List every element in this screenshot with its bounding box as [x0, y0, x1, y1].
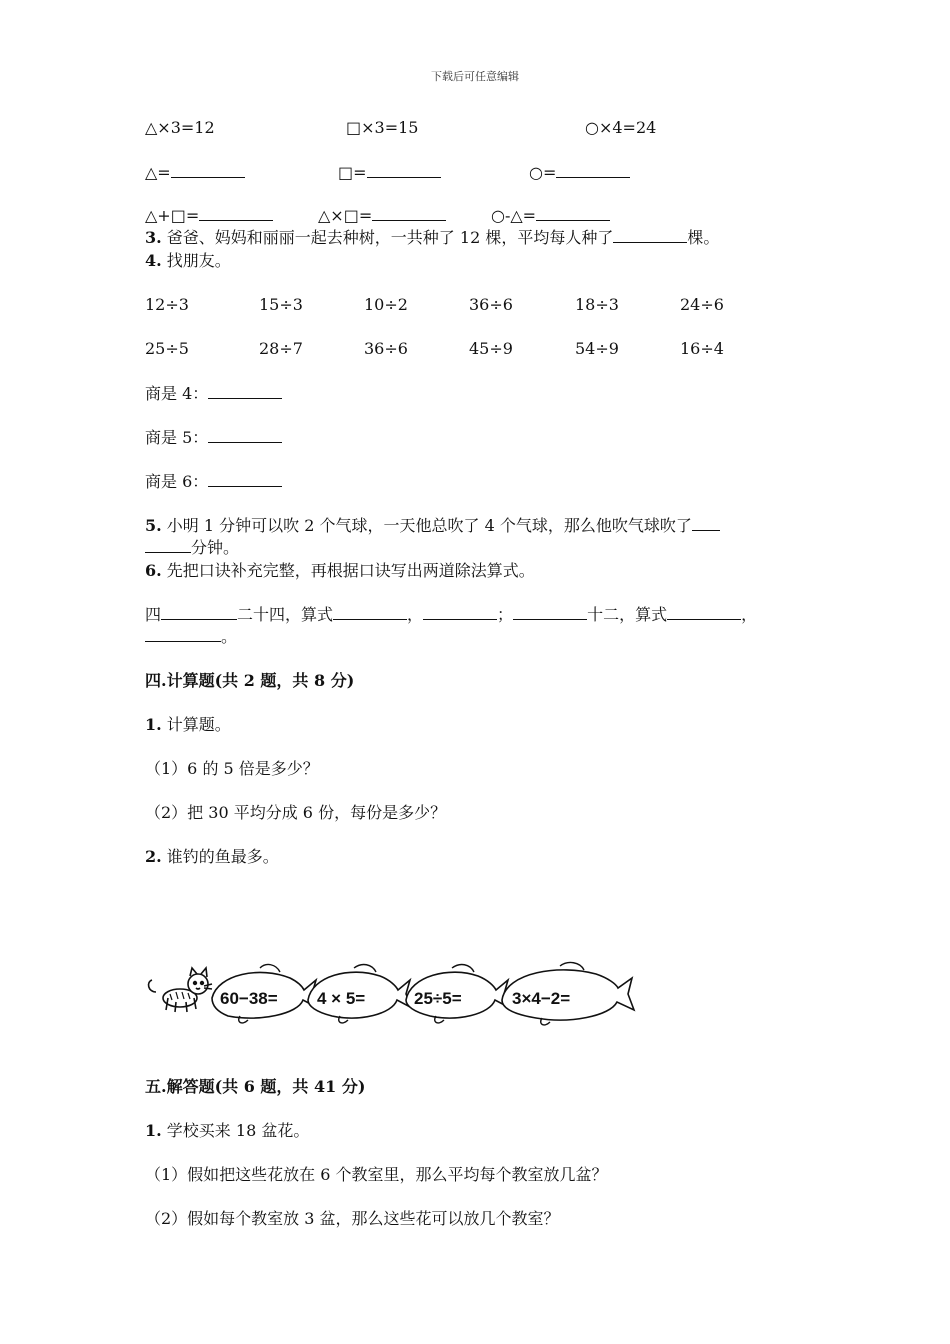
answer-blank[interactable] [333, 605, 407, 620]
question-3 [145, 228, 719, 248]
answer-triangle [145, 163, 245, 183]
division-r2-c5: 54÷9 [575, 339, 619, 358]
semicolon: ； [497, 605, 514, 624]
fish-4-equation: 3×4−2= [512, 989, 571, 1008]
combo-product-label: △×□= [318, 206, 373, 225]
mnemonic-ershisi: 二十四，算式 [237, 605, 334, 624]
quotient-4-line [145, 384, 282, 404]
answer-blank[interactable] [513, 605, 587, 620]
question-6-fill-line-2 [145, 627, 237, 647]
answer-blank[interactable] [536, 206, 610, 221]
equation-circle: ○×4=24 [585, 118, 657, 137]
quotient-6-label: 商是 6： [145, 472, 209, 491]
division-r1-c2: 15÷3 [259, 295, 303, 314]
fish-2-equation: 4 × 5= [317, 989, 366, 1008]
mnemonic-si: 四 [145, 605, 162, 624]
cat-icon [149, 968, 212, 1012]
section-5-title: 五.解答题(共 6 题，共 41 分) [145, 1077, 366, 1096]
division-r1-c6: 24÷6 [680, 295, 724, 314]
question-number: 1. [145, 1121, 162, 1140]
division-r2-c3: 36÷6 [364, 339, 408, 358]
quotient-6-line [145, 472, 282, 492]
answer-triangle-label: △= [145, 163, 171, 182]
fish-3-equation: 25÷5= [414, 989, 462, 1008]
division-r2-c2: 28÷7 [259, 339, 303, 358]
answer-blank[interactable] [208, 384, 282, 399]
fish-3 [406, 965, 510, 1023]
question-5-text: 小明 1 分钟可以吹 2 个气球，一天他总吹了 4 个气球，那么他吹气球吹了 [166, 516, 692, 535]
answer-circle-label: ○= [529, 163, 557, 182]
page-header: 下载后可任意编辑 [431, 70, 519, 83]
question-4-title: 找朋友。 [166, 251, 231, 270]
question-number: 6. [145, 561, 162, 580]
section-5-question-1 [145, 1121, 309, 1141]
answer-blank[interactable] [208, 472, 282, 487]
division-r1-c3: 10÷2 [364, 295, 408, 314]
question-number: 2. [145, 847, 162, 866]
answer-blank[interactable] [613, 228, 687, 243]
combo-product [318, 206, 446, 226]
section-4-title: 四.计算题(共 2 题，共 8 分) [145, 671, 355, 690]
comma: ， [741, 605, 758, 624]
equation-square: □×3=15 [346, 118, 419, 137]
equation-triangle: △×3=12 [145, 118, 215, 137]
question-number: 4. [145, 251, 162, 270]
fishing-illustration [140, 958, 640, 1030]
question-number: 3. [145, 228, 162, 247]
question-6-title: 先把口诀补充完整，再根据口诀写出两道除法算式。 [166, 561, 535, 580]
answer-blank[interactable] [556, 163, 630, 178]
fish-4 [502, 963, 634, 1025]
answer-blank[interactable] [171, 163, 245, 178]
section-4-question-1b: （2）把 30 平均分成 6 份，每份是多少？ [145, 803, 447, 822]
fish-2 [308, 965, 412, 1023]
answer-blank[interactable] [208, 428, 282, 443]
answer-blank[interactable] [692, 516, 720, 531]
quotient-5-line [145, 428, 282, 448]
answer-blank[interactable] [145, 627, 221, 642]
division-r2-c4: 45÷9 [469, 339, 513, 358]
section-4-question-1-title: 计算题。 [166, 715, 231, 734]
section-5-question-1a: （1）假如把这些花放在 6 个教室里，那么平均每个教室放几盆？ [145, 1165, 608, 1184]
section-4-question-2-title: 谁钓的鱼最多。 [166, 847, 279, 866]
division-r1-c4: 36÷6 [469, 295, 513, 314]
quotient-5-label: 商是 5： [145, 428, 209, 447]
division-r2-c1: 25÷5 [145, 339, 189, 358]
answer-blank[interactable] [667, 605, 741, 620]
section-4-question-2 [145, 847, 279, 867]
answer-blank[interactable] [145, 538, 191, 553]
answer-blank[interactable] [372, 206, 446, 221]
combo-sum [145, 206, 273, 226]
question-number: 5. [145, 516, 162, 535]
answer-blank[interactable] [199, 206, 273, 221]
answer-blank[interactable] [367, 163, 441, 178]
answer-blank[interactable] [423, 605, 497, 620]
combo-difference [491, 206, 610, 226]
combo-difference-label: ○-△= [491, 206, 537, 225]
question-5 [145, 516, 720, 536]
division-r2-c6: 16÷4 [680, 339, 724, 358]
question-3-text: 爸爸、妈妈和丽丽一起去种树，一共种了 12 棵，平均每人种了 [166, 228, 614, 247]
question-6 [145, 561, 535, 581]
answer-square [338, 163, 441, 183]
answer-blank[interactable] [161, 605, 237, 620]
division-r1-c5: 18÷3 [575, 295, 619, 314]
section-4-question-1a: （1）6 的 5 倍是多少？ [145, 759, 319, 778]
question-5-suffix: 分钟。 [191, 538, 240, 557]
section-5-question-1b: （2）假如每个教室放 3 盆，那么这些花可以放几个教室？ [145, 1209, 560, 1228]
question-3-suffix: 棵。 [687, 228, 720, 247]
mnemonic-shier: 十二，算式 [587, 605, 668, 624]
fish-1 [212, 965, 318, 1023]
question-4 [145, 251, 231, 271]
answer-square-label: □= [338, 163, 367, 182]
answer-circle [529, 163, 630, 183]
question-6-fill-line [145, 605, 757, 625]
combo-sum-label: △+□= [145, 206, 200, 225]
comma: ， [407, 605, 424, 624]
period: 。 [221, 627, 238, 646]
division-r1-c1: 12÷3 [145, 295, 189, 314]
question-number: 1. [145, 715, 162, 734]
section-4-question-1 [145, 715, 231, 735]
fish-1-equation: 60−38= [220, 989, 278, 1008]
section-5-question-1-title: 学校买来 18 盆花。 [166, 1121, 310, 1140]
quotient-4-label: 商是 4： [145, 384, 209, 403]
question-5-line-2 [145, 538, 239, 558]
